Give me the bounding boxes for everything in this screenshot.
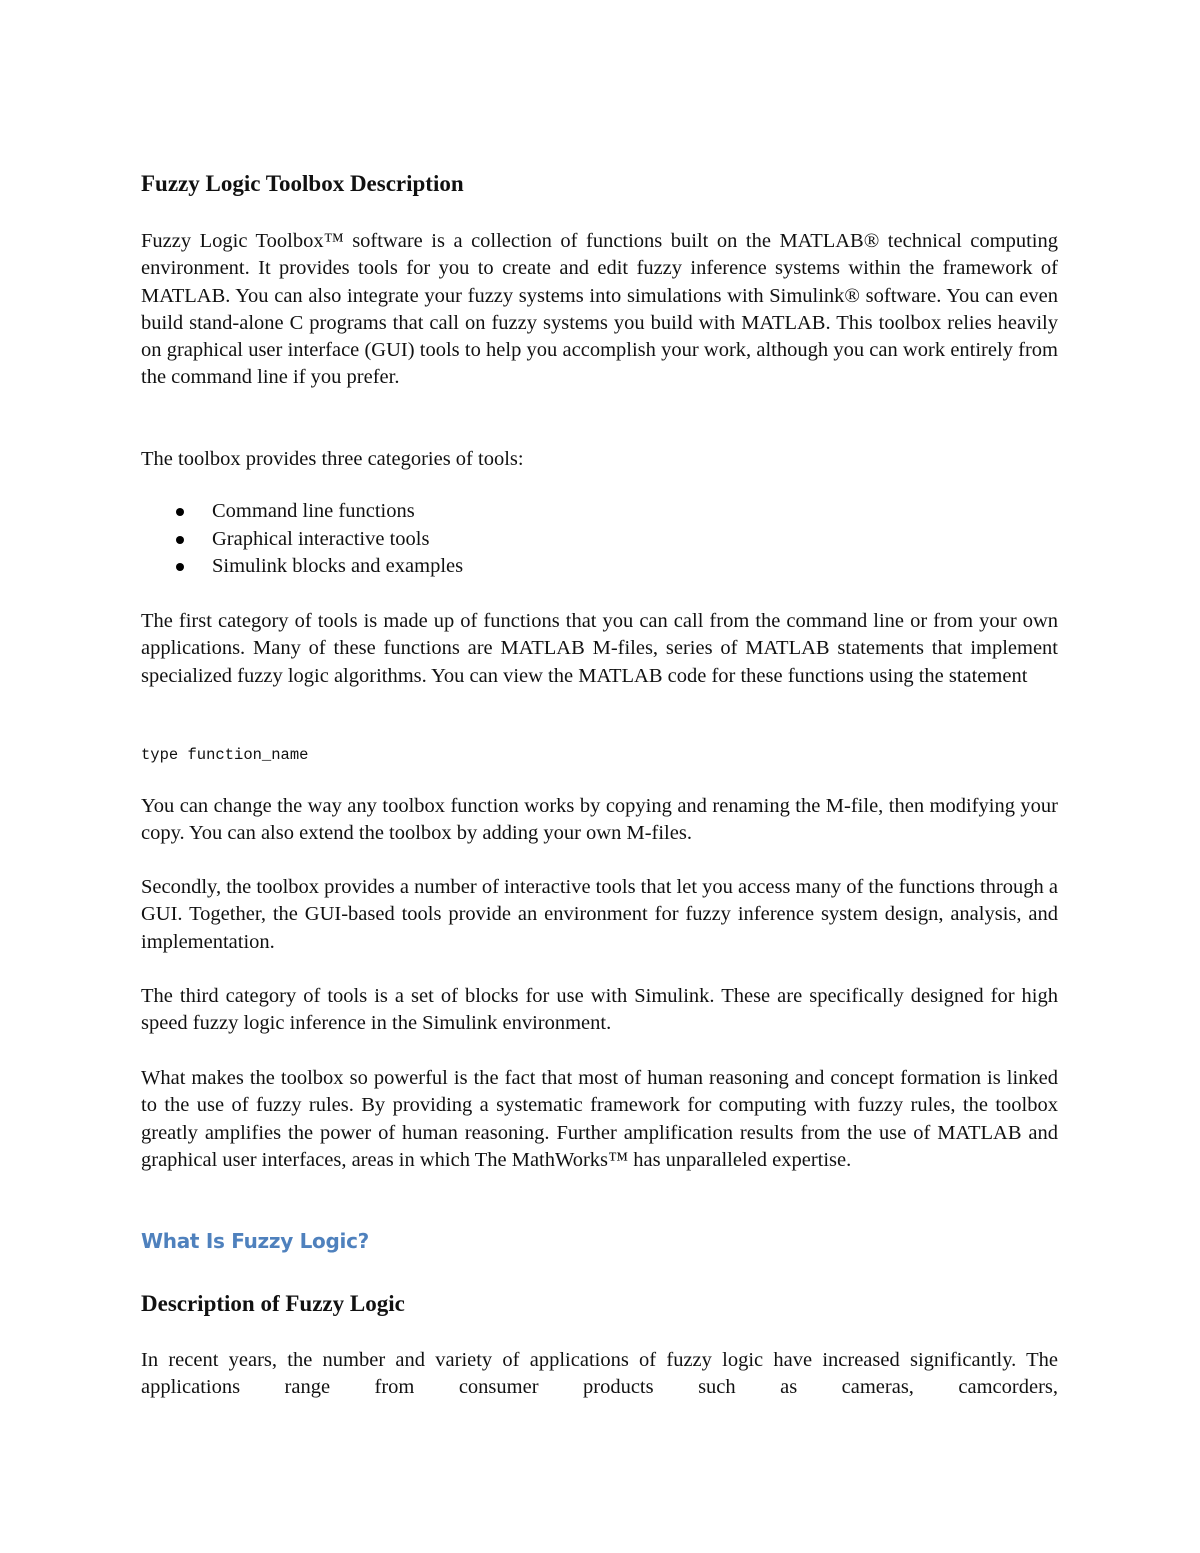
secondly-paragraph: Secondly, the toolbox provides a number of interactive tools that let you access many of the functions through a GUI. Together, the GUI-based tools provide an environment for fuzzy inference system design, analysis, and implementation.	[141, 876, 1058, 953]
bullet-icon	[176, 563, 184, 571]
bullet-icon	[176, 508, 184, 516]
subsection-heading: Description of Fuzzy Logic	[141, 1291, 405, 1316]
list-item-label: Simulink blocks and examples	[212, 555, 464, 577]
list-item-label: Command line functions	[212, 500, 415, 522]
categories-lead-paragraph: The toolbox provides three categories of tools:	[141, 448, 524, 470]
intro-paragraph: Fuzzy Logic Toolbox™ software is a collection of functions built on the MATLAB® technical computing environment. It provides tools for you to create and edit fuzzy inference systems within the framework of MATLAB. You can also integrate your fuzzy systems into simulations with Simulink® software. You can even build stand-alone C programs that call on fuzzy systems you build with MATLAB. This toolbox relies heavily on graphical user interface (GUI) tools to help you accomplish your work, although you can work entirely from the command line if you prefer.	[141, 230, 1058, 389]
change-way-paragraph: You can change the way any toolbox function works by copying and renaming the M-file, then modifying your copy. You can also extend the toolbox by adding your own M-files.	[141, 795, 1058, 845]
section-heading: What Is Fuzzy Logic?	[141, 1229, 369, 1253]
powerful-paragraph: What makes the toolbox so powerful is the fact that most of human reasoning and concept formation is linked to the use of fuzzy rules. By providing a systematic framework for computing with fuzzy rules, the toolbox greatly amplifies the power of human reasoning. Further amplification results from the use of MATLAB and graphical user interfaces, areas in which The MathWorks™ has unparalleled expertise.	[141, 1067, 1058, 1171]
list-item	[141, 553, 463, 581]
recent-years-paragraph: In recent years, the number and variety of applications of fuzzy logic have increased significantly. The applications range from consumer products such as cameras, camcorders,	[141, 1349, 1058, 1399]
code-statement: type function_name	[141, 746, 309, 764]
page-title: Fuzzy Logic Toolbox Description	[141, 171, 464, 196]
third-category-paragraph: The third category of tools is a set of blocks for use with Simulink. These are specifically designed for high speed fuzzy logic inference in the Simulink environment.	[141, 985, 1058, 1035]
categories-list	[141, 498, 463, 581]
first-category-paragraph: The first category of tools is made up of functions that you can call from the command line or from your own applications. Many of these functions are MATLAB M-files, series of MATLAB statements that implement specialized fuzzy logic algorithms. You can view the MATLAB code for these functions using the statement	[141, 610, 1058, 687]
bullet-icon	[176, 536, 184, 544]
list-item-label: Graphical interactive tools	[212, 527, 430, 550]
list-item	[141, 498, 463, 526]
list-item	[141, 526, 463, 554]
